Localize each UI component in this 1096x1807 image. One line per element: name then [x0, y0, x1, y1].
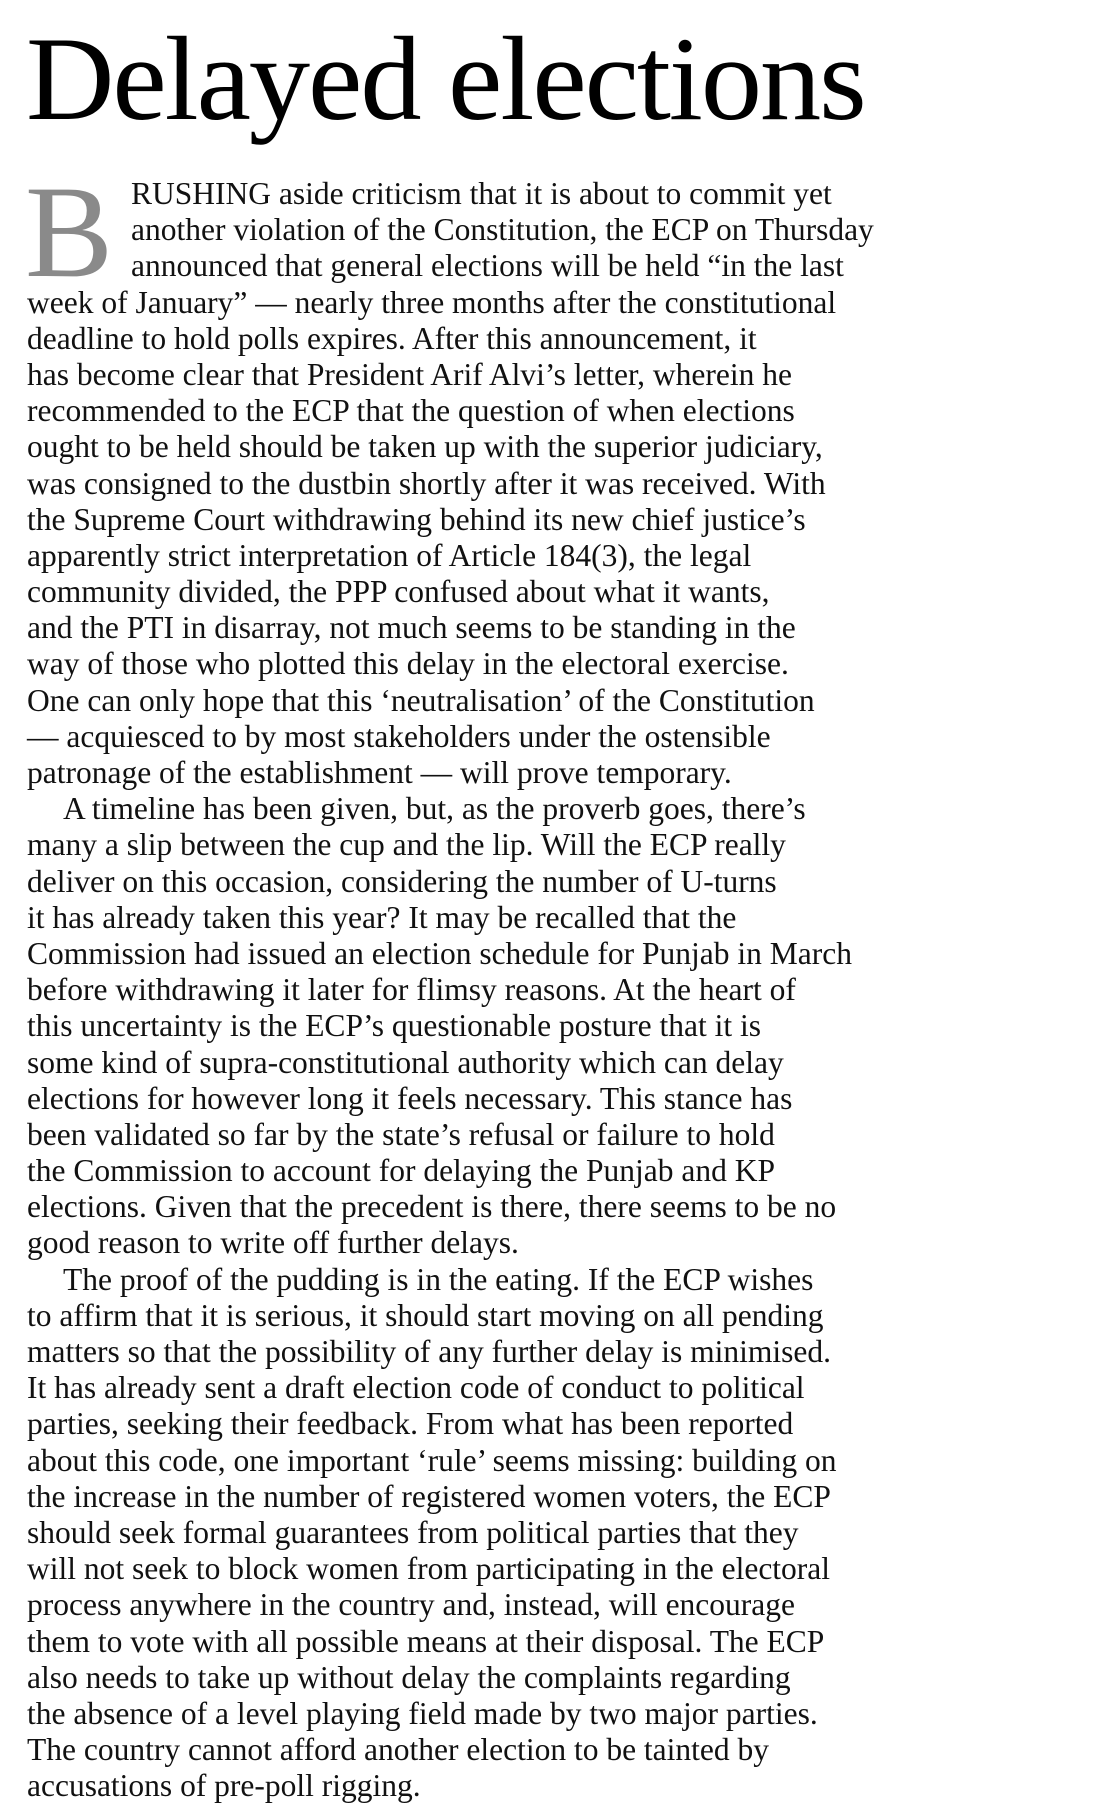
text-line: this uncertainty is the ECP’s questionable posture that it is	[27, 1008, 762, 1044]
text-line: RUSHING aside criticism that it is about to commit yet	[131, 176, 832, 211]
text-line: — acquiesced to by most stakeholders under the ostensible	[27, 718, 771, 754]
text-line: also needs to take up without delay the complaints regarding	[27, 1659, 791, 1695]
text-line: and the PTI in disarray, not much seems to be standing in the	[27, 610, 796, 646]
text-line: announced that general elections will be held “in the last	[131, 248, 844, 284]
text-line: matters so that the possibility of any further delay is minimised.	[27, 1334, 831, 1369]
text-line: the Supreme Court withdrawing behind its new chief justice’s	[27, 501, 806, 537]
text-line: it has already taken this year? It may be recalled that the	[27, 899, 737, 935]
text-line: process anywhere in the country and, instead, will encourage	[27, 1587, 795, 1623]
text-line: elections for however long it feels necessary. This stance has	[27, 1080, 793, 1116]
text-line: elections. Given that the precedent is there, there seems to be no	[27, 1189, 837, 1225]
text-line: ought to be held should be taken up with the superior judiciary,	[27, 429, 823, 465]
text-line: been validated so far by the state’s refusal or failure to hold	[27, 1116, 775, 1152]
text-line: The proof of the pudding is in the eating. If the ECP wishes	[63, 1261, 814, 1297]
text-line: The country cannot afford another election to be tainted by	[27, 1732, 770, 1768]
drop-cap: B	[25, 158, 114, 305]
text-line: should seek formal guarantees from political parties that they	[27, 1514, 799, 1550]
text-line: It has already sent a draft election code of conduct to political	[27, 1370, 805, 1406]
text-line: the absence of a level playing field made by two major parties.	[27, 1695, 818, 1731]
text-line: week of January” — nearly three months after the constitutional	[27, 284, 837, 320]
text-line: good reason to write off further delays.	[27, 1225, 519, 1261]
page-title: Delayed elections	[26, 12, 865, 145]
text-line: was consigned to the dustbin shortly after it was received. With	[27, 465, 826, 501]
text-line: community divided, the PPP confused about what it wants,	[27, 574, 770, 610]
text-line: A timeline has been given, but, as the proverb goes, there’s	[63, 791, 806, 827]
text-line: parties, seeking their feedback. From what has been reported	[27, 1406, 794, 1442]
text-line: has become clear that President Arif Alvi’s letter, wherein he	[27, 356, 792, 392]
text-line: deadline to hold polls expires. After this announcement, it	[27, 320, 757, 356]
text-line: patronage of the establishment — will prove temporary.	[27, 755, 732, 790]
text-line: Commission had issued an election schedule for Punjab in March	[27, 935, 852, 971]
text-line: the Commission to account for delaying the Punjab and KP	[27, 1153, 776, 1189]
text-line: recommended to the ECP that the question of when elections	[27, 393, 795, 429]
text-line: some kind of supra-constitutional authority which can delay	[27, 1044, 784, 1080]
text-line: them to vote with all possible means at their disposal. The ECP	[27, 1623, 825, 1659]
text-line: apparently strict interpretation of Article 184(3), the legal	[27, 537, 752, 573]
text-line: One can only hope that this ‘neutralisation’ of the Constitution	[27, 682, 815, 718]
text-line: about this code, one important ‘rule’ seems missing: building on	[27, 1442, 837, 1478]
text-line: the increase in the number of registered women voters, the ECP	[27, 1478, 831, 1514]
article-body	[25, 158, 1087, 1804]
text-line: accusations of pre-poll rigging.	[27, 1768, 421, 1804]
text-line: will not seek to block women from participating in the electoral	[27, 1551, 831, 1587]
text-line: to affirm that it is serious, it should start moving on all pending	[27, 1297, 824, 1333]
text-line: way of those who plotted this delay in the electoral exercise.	[27, 646, 789, 682]
text-line: before withdrawing it later for flimsy reasons. At the heart of	[27, 972, 796, 1008]
text-line: many a slip between the cup and the lip. Will the ECP really	[27, 827, 786, 863]
text-line: another violation of the Constitution, the ECP on Thursday	[131, 212, 874, 248]
text-line: deliver on this occasion, considering the number of U-turns	[27, 863, 777, 899]
